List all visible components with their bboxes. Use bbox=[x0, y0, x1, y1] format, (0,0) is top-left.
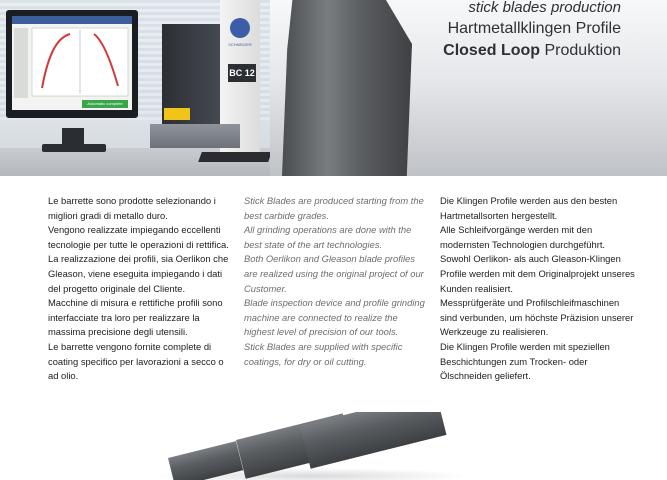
hero-title-line-2 bbox=[443, 40, 621, 61]
german-paragraph: Die Klingen Profile werden mit speziellen Beschichtungen zum Trocken- oder Ölschneiden geliefert. bbox=[440, 340, 610, 382]
english-paragraph: Both Oerlikon and Gleason blade profiles are realized using the original project of our Customer. bbox=[244, 253, 424, 294]
inspection-machine bbox=[150, 0, 260, 160]
keyboard bbox=[198, 152, 270, 162]
blades-photo bbox=[0, 412, 667, 480]
english-paragraph: Stick Blades are supplied with specific coatings, for dry or oil cutting. bbox=[244, 340, 403, 367]
screen-status-button: Automatic complete bbox=[82, 100, 128, 108]
german-paragraph: Sowohl Oerlikon- als auch Gleason-Klingen Profile werden mit dem Originalprojekt unseres Kunden realisiert. bbox=[440, 253, 635, 294]
italian-paragraph: La realizzazione dei profili, sia Oerlikon che Gleason, viene eseguita impiegando i dati del progetto originale del Cliente. bbox=[48, 253, 229, 294]
hero-subtitle: stick blades production bbox=[468, 0, 621, 16]
italian-paragraph: Vengono realizzate impiegando eccellenti tecnologie per tutte le operazioni di rettifica. bbox=[48, 224, 229, 250]
italian-paragraph: Macchine di misura e rettifiche profili sono interfacciate tra loro per realizzare la massima precisione degli utensili. bbox=[48, 297, 223, 338]
profile-graph bbox=[12, 16, 132, 110]
hero-title-rest: Produktion bbox=[544, 42, 621, 59]
hero-banner bbox=[0, 0, 667, 176]
italian-column bbox=[48, 194, 234, 384]
italian-paragraph: Le barrette sono prodotte selezionando i migliori gradi di metallo duro. bbox=[48, 195, 216, 221]
blade-closeup bbox=[282, 0, 412, 176]
german-paragraph: Die Klingen Profile werden aus den besten Hartmetallsorten hergestellt. bbox=[440, 195, 618, 221]
machine-brand: SCHNEIDER bbox=[228, 42, 252, 47]
english-column bbox=[244, 194, 430, 369]
warning-label-icon bbox=[164, 108, 190, 120]
machine-label: BC 12 bbox=[228, 64, 256, 82]
hero-title bbox=[443, 0, 621, 61]
english-paragraph: Blade inspection device and profile grinding machine are connected to realize the highest level of precision of our tools. bbox=[244, 297, 425, 338]
monitor-screen bbox=[12, 16, 132, 110]
monitor bbox=[6, 10, 138, 118]
machine-base bbox=[150, 124, 240, 148]
hero-title-bold: Closed Loop bbox=[443, 42, 541, 59]
stick-blade-large bbox=[300, 412, 446, 469]
hero-title-line: Hartmetallklingen Profile bbox=[447, 20, 621, 37]
english-paragraph: Stick Blades are produced starting from the best carbide grades. bbox=[244, 195, 424, 221]
monitor-foot bbox=[42, 144, 106, 152]
german-paragraph: Alle Schleifvorgänge werden mit den modernsten Technologien durchgeführt. bbox=[440, 224, 606, 250]
german-column bbox=[440, 194, 636, 384]
machine-photo bbox=[0, 0, 270, 176]
machine-logo-icon bbox=[230, 18, 250, 38]
italian-paragraph: Le barrette vengono fornite complete di coating specifico per lavorazioni a secco o ad olio. bbox=[48, 340, 224, 382]
german-paragraph: Messprüfgeräte und Profilschleifmaschinen sind verbunden, um höchste Präzision unserer Werkzeuge zu realisieren. bbox=[440, 297, 634, 338]
english-paragraph: All grinding operations are done with the best state of the art technologies. bbox=[244, 224, 412, 250]
